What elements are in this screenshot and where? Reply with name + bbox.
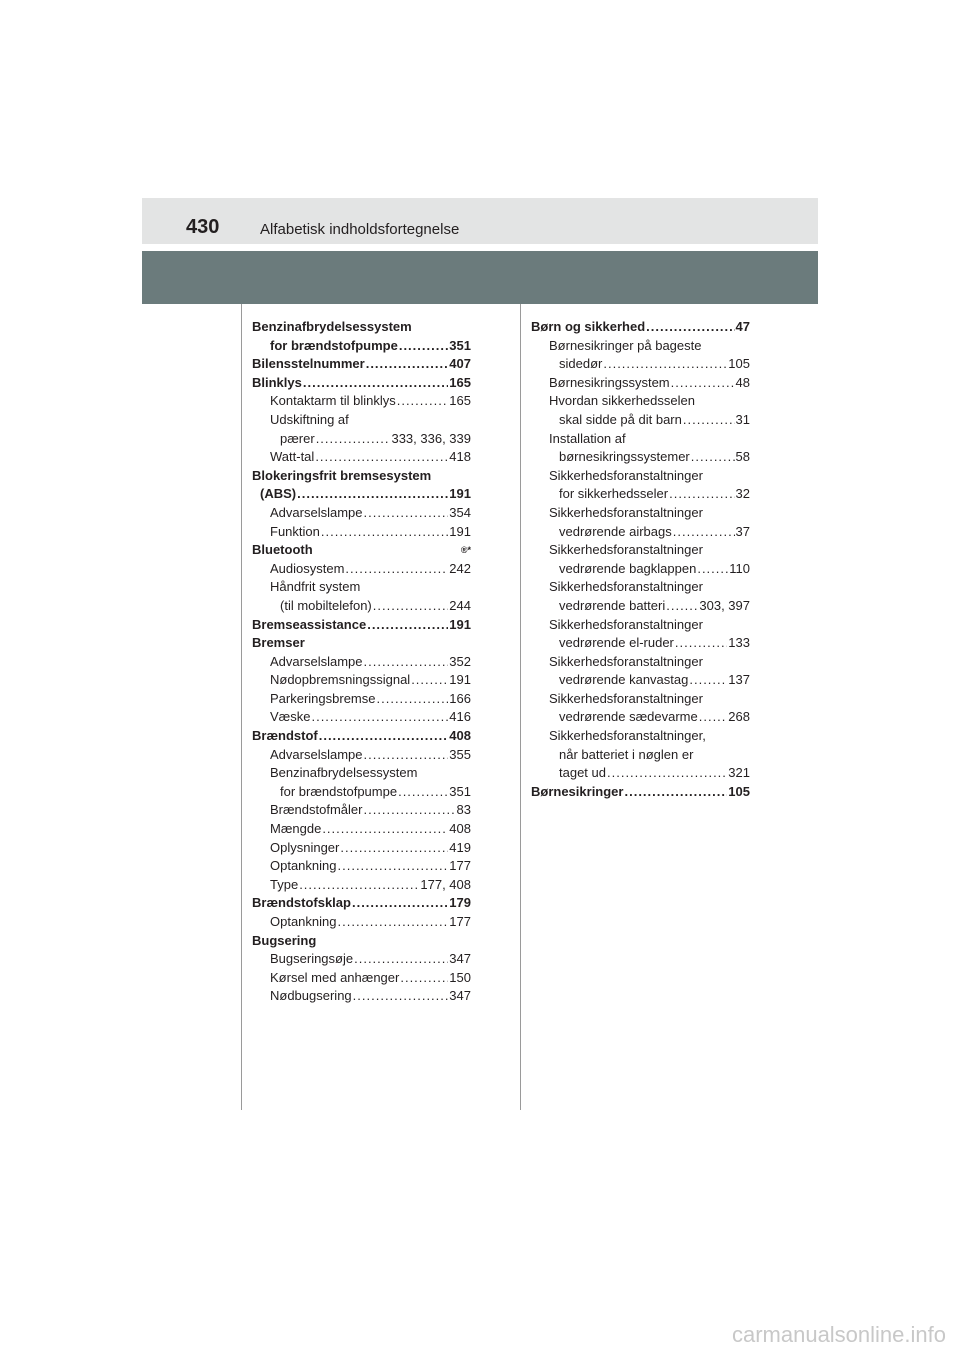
entry-term: Bremseassistance [252, 616, 367, 632]
entry-term: Installation af [549, 430, 626, 446]
page-number: 430 [186, 216, 220, 238]
entry-term: taget ud [559, 765, 606, 781]
index-entry [252, 820, 471, 839]
entry-term: Sikkerhedsforanstaltninger [549, 542, 703, 558]
entry-term: Oplysninger [270, 839, 340, 855]
entry-term: når batteriet i nøglen er [559, 746, 694, 762]
entry-page-ref: 31 [735, 411, 750, 427]
dot-leader [321, 523, 448, 542]
entry-term: Børnesikringer på bageste [549, 337, 702, 353]
entry-page-ref: 32 [735, 486, 750, 502]
entry-term: Type [270, 876, 299, 892]
index-entry [252, 839, 471, 858]
entry-term: for brændstofpumpe [280, 783, 398, 799]
entry-page-ref: 303, 397 [699, 597, 750, 613]
entry-page-ref: 347 [449, 951, 471, 967]
entry-page-ref: 268 [728, 709, 750, 725]
entry-page-ref: 407 [449, 356, 471, 372]
index-entry [252, 671, 471, 690]
index-entry [531, 578, 750, 597]
entry-term: sidedør [559, 356, 603, 372]
index-entry [252, 857, 471, 876]
entry-page-ref: 177, 408 [420, 876, 471, 892]
dot-leader [303, 374, 448, 393]
entry-term: Brændstofmåler [270, 802, 363, 818]
index-entry [531, 764, 750, 783]
entry-term: Hvordan sikkerhedsselen [549, 393, 695, 409]
entry-superscript: ®* [460, 545, 471, 556]
entry-term: Væske [270, 709, 311, 725]
dot-leader [297, 485, 448, 504]
dot-leader [353, 987, 449, 1006]
entry-term: Sikkerhedsforanstaltninger [549, 504, 703, 520]
dot-leader [367, 616, 448, 635]
entry-term: vedrørende batteri [559, 597, 666, 613]
index-entry [531, 392, 750, 411]
entry-page-ref: 408 [449, 821, 471, 837]
entry-term: Funktion [270, 523, 320, 539]
entry-page-ref: 191 [449, 616, 471, 632]
index-entry [252, 337, 471, 356]
entry-term: Mængde [270, 821, 322, 837]
entry-term: Blokeringsfrit bremsesystem [252, 467, 432, 483]
entry-term: børnesikringssystemer [559, 449, 690, 465]
index-entry [252, 894, 471, 913]
index-entry [531, 746, 750, 765]
dot-leader [311, 708, 448, 727]
left-rule [241, 304, 242, 1110]
index-entry [531, 690, 750, 709]
index-entry [252, 504, 471, 523]
entry-term: Børn og sikkerhed [531, 319, 646, 334]
entry-page-ref: 165 [449, 393, 471, 409]
entry-term: Bluetooth [252, 542, 313, 558]
dot-leader [316, 430, 391, 449]
dot-leader [315, 448, 448, 467]
index-entry [531, 708, 750, 727]
index-entry [531, 485, 750, 504]
dot-leader [398, 783, 448, 802]
dot-leader [399, 337, 448, 356]
index-entry [531, 411, 750, 430]
dot-leader [400, 969, 448, 988]
dot-leader [364, 504, 449, 523]
index-entry [252, 690, 471, 709]
dot-leader [345, 560, 448, 579]
index-entry [531, 541, 750, 560]
dot-leader [319, 727, 449, 746]
dot-leader [364, 746, 449, 765]
entry-term: Benzinafbrydelsessystem [252, 319, 412, 334]
entry-term: Watt-tal [270, 449, 315, 465]
entry-page-ref: 191 [449, 672, 471, 688]
index-entry [531, 337, 750, 356]
index-entry [531, 597, 750, 616]
index-entry [531, 560, 750, 579]
entry-page-ref: 133 [728, 635, 750, 651]
index-entry [252, 355, 471, 374]
index-entry [252, 560, 471, 579]
dot-leader [673, 523, 735, 542]
index-entry [252, 318, 471, 337]
index-entry [531, 616, 750, 635]
entry-term: Udskiftning af [270, 411, 349, 427]
index-entry [252, 430, 471, 449]
index-entry [252, 467, 471, 486]
dot-leader [689, 671, 727, 690]
index-entry [252, 597, 471, 616]
index-entry [531, 448, 750, 467]
dot-leader [671, 374, 735, 393]
index-entry [252, 987, 471, 1006]
index-entry [252, 764, 471, 783]
index-column-right [531, 318, 750, 801]
dot-leader [607, 764, 727, 783]
entry-page-ref: 177 [449, 858, 471, 874]
entry-term: Brændstof [252, 728, 318, 744]
entry-page-ref: 166 [449, 690, 471, 706]
entry-term: Sikkerhedsforanstaltninger [549, 616, 703, 632]
dot-leader [699, 708, 728, 727]
entry-page-ref: 48 [735, 374, 750, 390]
entry-page-ref: 177 [449, 914, 471, 929]
entry-page-ref: 165 [449, 374, 471, 390]
index-entry [252, 801, 471, 820]
dot-leader [363, 801, 455, 820]
index-entry [252, 708, 471, 727]
dot-leader [364, 653, 449, 672]
entry-term: pærer [280, 430, 315, 446]
dot-leader [411, 671, 448, 690]
dot-leader [299, 876, 419, 895]
entry-term: Bugsering [252, 932, 317, 948]
entry-page-ref: 354 [449, 504, 471, 520]
entry-page-ref: 355 [449, 746, 471, 762]
index-entry [252, 392, 471, 411]
entry-term: Håndfrit system [270, 579, 361, 595]
entry-page-ref: 37 [735, 523, 750, 539]
entry-term: vedrørende airbags [559, 523, 672, 539]
index-entry [252, 950, 471, 969]
dot-leader [338, 857, 449, 876]
index-entry [531, 504, 750, 523]
index-entry [531, 783, 750, 802]
entry-term: vedrørende bagklappen [559, 560, 697, 576]
index-entry [252, 653, 471, 672]
index-entry [252, 876, 471, 895]
index-entry [531, 430, 750, 449]
entry-term: for brændstofpumpe [270, 337, 398, 353]
entry-page-ref: 179 [449, 895, 471, 911]
dot-leader [366, 355, 449, 374]
entry-term: Sikkerhedsforanstaltninger [549, 690, 703, 706]
entry-page-ref: 351 [449, 337, 471, 353]
index-entry [531, 374, 750, 393]
index-entry [531, 523, 750, 542]
entry-term: Sikkerhedsforanstaltninger [549, 467, 703, 483]
dot-leader [646, 318, 734, 337]
index-entry [252, 374, 471, 393]
dot-leader [675, 634, 727, 653]
index-entry [252, 727, 471, 746]
entry-term: Sikkerhedsforanstaltninger [549, 579, 703, 595]
entry-page-ref: 137 [728, 672, 750, 688]
dot-leader [354, 950, 448, 969]
index-entry [252, 541, 471, 560]
entry-term: Benzinafbrydelsessystem [270, 765, 418, 781]
index-entry [252, 783, 471, 802]
dot-leader [322, 820, 448, 839]
index-entry [531, 671, 750, 690]
index-entry [252, 616, 471, 635]
entry-page-ref: 150 [449, 969, 471, 985]
dot-leader [683, 411, 735, 430]
entry-page-ref: 105 [728, 783, 750, 799]
entry-term: Advarselslampe [270, 653, 363, 669]
entry-page-ref: 105 [728, 356, 750, 372]
index-entry [252, 969, 471, 988]
entry-page-ref: 408 [449, 728, 471, 744]
dot-leader [603, 355, 727, 374]
entry-term: Kontaktarm til blinklys [270, 393, 396, 409]
entry-term: for sikkerhedsseler [559, 486, 669, 502]
entry-page-ref: 352 [449, 653, 471, 669]
index-entry [252, 448, 471, 467]
entry-term: vedrørende el-ruder [559, 635, 674, 651]
entry-page-ref: 416 [449, 709, 471, 725]
dot-leader [697, 560, 728, 579]
entry-page-ref: 418 [449, 449, 471, 465]
index-column-left [252, 318, 471, 1006]
index-entry [531, 653, 750, 672]
index-entry [252, 485, 471, 504]
page-title: Alfabetisk indholdsfortegnelse [260, 221, 460, 238]
index-entry [531, 727, 750, 746]
dot-leader [377, 690, 449, 709]
entry-term: Sikkerhedsforanstaltninger [549, 653, 703, 669]
entry-term: Nødopbremsningssignal [270, 672, 411, 688]
entry-term: Børnesikringer [531, 783, 624, 799]
entry-page-ref: 191 [449, 523, 471, 539]
dot-leader [666, 597, 698, 616]
dot-leader [338, 913, 449, 932]
entry-term: Kørsel med anhænger [270, 969, 400, 985]
index-entry [252, 913, 471, 932]
entry-term: Advarselslampe [270, 746, 363, 762]
dot-leader [373, 597, 449, 616]
entry-term: Advarselslampe [270, 504, 363, 520]
index-entry [252, 746, 471, 765]
watermark: carmanualsonline.info [731, 1322, 946, 1347]
index-entry [531, 318, 750, 337]
entry-term: Brændstofsklap [252, 895, 351, 911]
index-entry [531, 634, 750, 653]
section-band [142, 251, 818, 304]
index-entry [531, 355, 750, 374]
dot-leader [352, 894, 448, 913]
dot-leader [691, 448, 735, 467]
dot-leader [397, 392, 449, 411]
entry-page-ref: 242 [449, 560, 471, 576]
entry-page-ref: 83 [456, 802, 471, 818]
index-entry [531, 467, 750, 486]
entry-term: (ABS) [260, 486, 297, 502]
entry-term: Sikkerhedsforanstaltninger, [549, 728, 706, 744]
index-entry [252, 578, 471, 597]
entry-page-ref: 321 [728, 765, 750, 781]
index-entry [252, 634, 471, 653]
entry-term: Bremser [252, 635, 305, 651]
entry-page-ref: 58 [735, 449, 750, 465]
entry-page-ref: 419 [449, 839, 471, 855]
entry-term: Optankning [270, 914, 337, 929]
header-band [142, 198, 818, 244]
entry-term: vedrørende kanvastag [559, 672, 689, 688]
entry-page-ref: 333, 336, 339 [391, 430, 471, 446]
entry-term: Parkeringsbremse [270, 690, 376, 706]
dot-leader [340, 839, 448, 858]
entry-term: Audiosystem [270, 560, 345, 576]
entry-page-ref: 347 [449, 988, 471, 1004]
entry-term: Bugseringsøje [270, 951, 354, 967]
index-entry [252, 932, 471, 951]
entry-page-ref: 351 [449, 783, 471, 799]
entry-term: skal sidde på dit barn [559, 411, 682, 427]
entry-term: (til mobiltelefon) [280, 597, 372, 613]
entry-term: Nødbugsering [270, 988, 352, 1004]
entry-page-ref: 110 [729, 560, 750, 576]
dot-leader [624, 783, 727, 802]
entry-page-ref: 244 [449, 597, 471, 613]
entry-term: Blinklys [252, 374, 302, 390]
entry-term: Bilensstelnummer [252, 356, 365, 372]
entry-term: Børnesikringssystem [549, 374, 670, 390]
index-entry [252, 411, 471, 430]
entry-page-ref: 191 [449, 486, 471, 502]
column-divider [520, 304, 521, 1110]
dot-leader [669, 485, 734, 504]
index-entry [252, 523, 471, 542]
entry-term: Optankning [270, 858, 337, 874]
entry-page-ref: 47 [735, 319, 750, 334]
entry-term: vedrørende sædevarme [559, 709, 698, 725]
